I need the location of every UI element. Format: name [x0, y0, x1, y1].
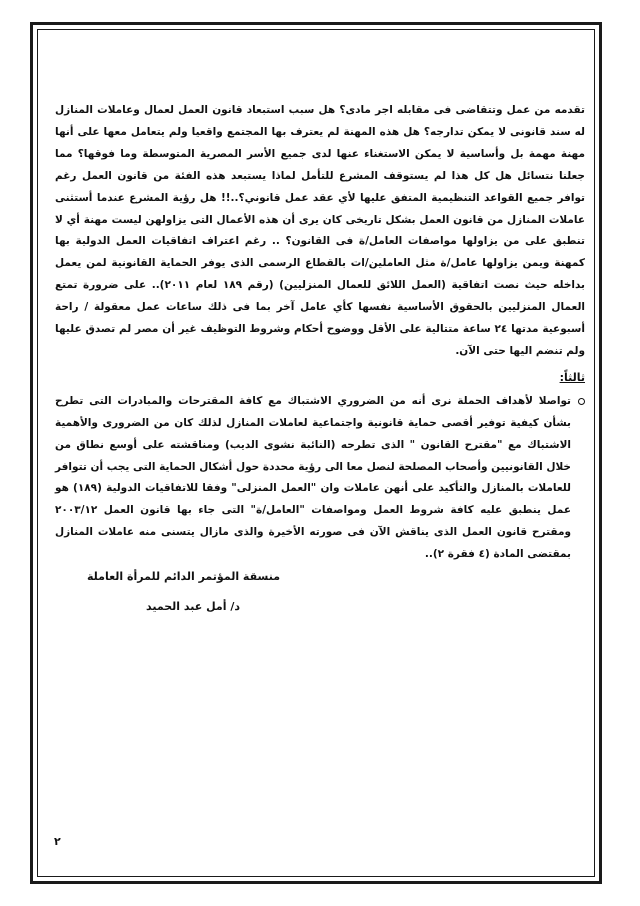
signature-title: منسقة المؤتمر الدائم للمرأة العاملة: [86, 570, 280, 583]
body-paragraph: تقدمه من عمل وتتقاضى فى مقابله اجر مادى؟ هل سبب استبعاد قانون العمل لعمال وعاملات المنازل له سند قانونى لا يمكن تدارجه؟ هل هذه المهنة لم يعترف بها المجتمع واقعيا ولم يتعامل معها على أنها مهنة مهمة بل وأساسية لا يمكن الاستغناء عنها لدى جميع الأسر المصرية المتوسطة وما فوقها؟ مما جعلنا نتسائل هل كل هذا لم يستوقف المشرع للتأمل لماذا يستبعد هذه الفئة من قانون العمل رغم توافر جميع القواعد التنظيمية المتفق عليها لأي عقد عمل قانوني؟..!! هل رؤية المشرع عندما أستثنى عاملات المنازل من قانون العمل بشكل تاريخى كان يرى أن هذه الأعمال التى يزاولهن ليست مهنة أي لا تنطبق على من يزاولها مواصفات العامل/ة فى القانون؟ .. رغم اعتراف اتفاقيات العمل الدولية بها كمهنة ويمن يزاولها عامل/ة مثل العاملين/ات بالقطاع الرسمى الذى يوفر الحماية القانونية لمن يعمل بداخله حيث نصت اتفاقية (العمل اللائق للعمال المنزليين) (رقم ١٨٩ لعام ٢٠١١).. على ضرورة تمتع العمال المنزليين بالحقوق الأساسية نفسها كأي عامل آخر بما فى ذلك ساعات عمل معقولة / راحة أسبوعية مدتها ٢٤ ساعة متتالية على الأقل ووضوح أحكام وشروط التوظيف غير أن مصر لم تصدق عليها ولم تنضم اليها حتى الآن.: [55, 104, 585, 357]
bullet-item: [55, 391, 585, 566]
bullet-circle-icon: [578, 398, 585, 405]
page-number: ٢: [54, 835, 61, 848]
section-heading-third: ثالثاً:: [559, 370, 585, 384]
bullet-text: تواصلا لأهداف الحملة نرى أنه من الضروري الاشتباك مع كافة المقترحات والمبادرات التى تطرح بشأن كيفية توفير أقصى حماية قانونية واجتماعية لعاملات المنازل لذلك كان من الضرورى والأهمية الاشتباك مع "مقترح القانون " الذى تطرحه (النائبة نشوى الديب) ومناقشته على أوسع نطاق من خلال القانونيين وأصحاب المصلحة لنصل معا الى رؤية محددة حول أشكال الحماية التى يجب أن تتوافر للعاملات بالمنازل والتأكيد على أنهن عاملات وان "العمل المنزلى" وفقا للاتفاقيات الدولية (١٨٩) هو عمل ينطبق عليه كافة شروط العمل ومواصفات "العامل/ة" التى جاء بها قانون العمل ٢٠٠٣/١٢ ومقترح قانون العمل الذى يناقش الآن فى صورته الأخيرة والذى مازال يتسنى منه عاملات المنازل بمقتضى المادة (٤ فقرة ٢)..: [55, 394, 571, 561]
document-body: [55, 100, 585, 566]
signature-name: د/ أمل عبد الحميد: [146, 600, 240, 613]
